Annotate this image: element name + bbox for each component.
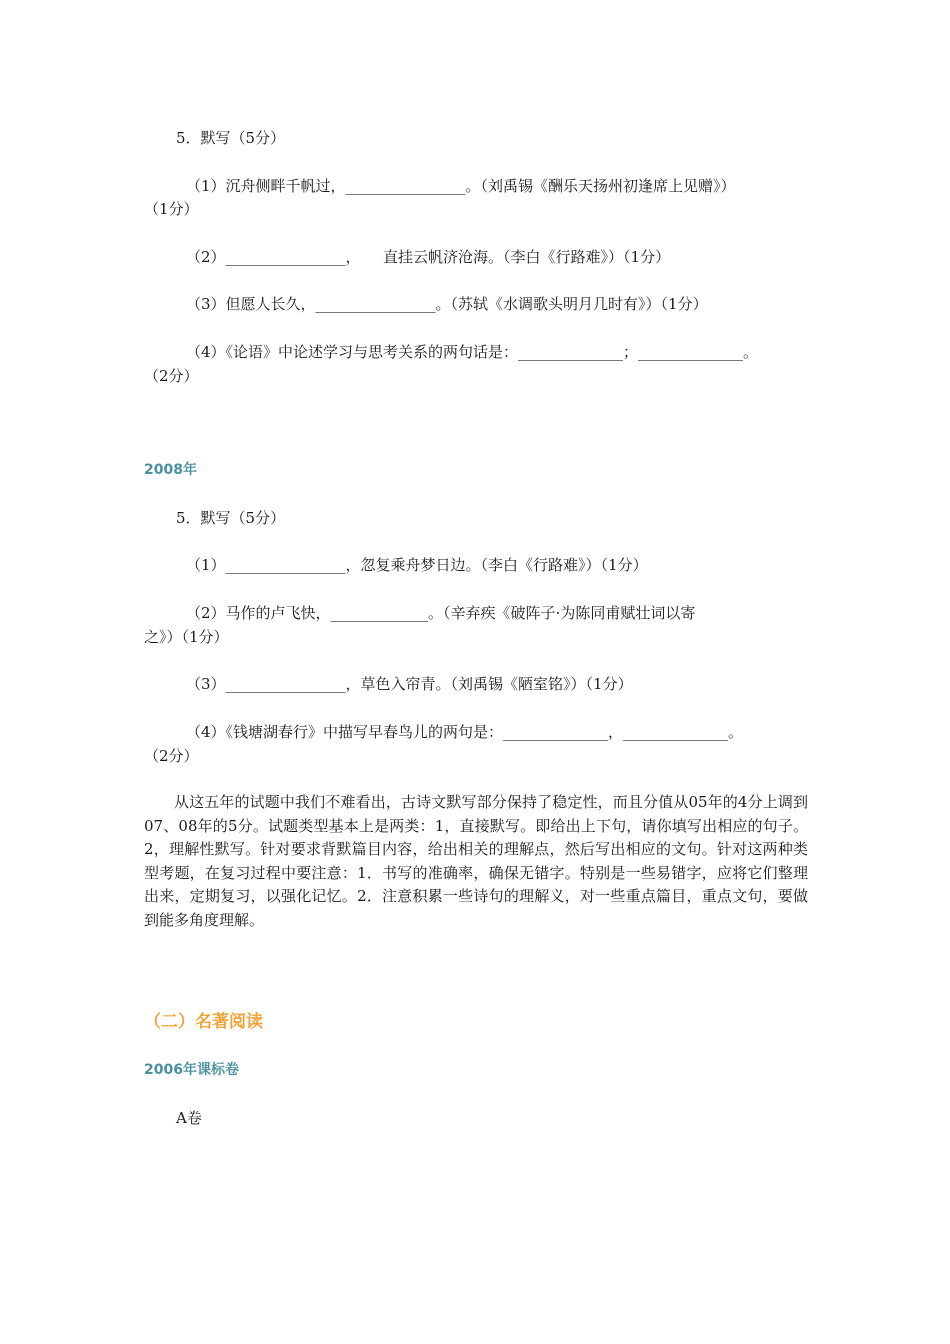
question-1-2008: （1）________________，忽复乘舟梦日边。（李白《行路难》）（1分） xyxy=(186,556,648,574)
question-4-2008-score: （2分） xyxy=(144,747,199,765)
question-4-2007: （4）《论语》中论述学习与思考关系的两句话是：______________；______________。 xyxy=(186,343,759,361)
question-2-2007: （2）________________， 直挂云帆济沧海。（李白《行路难》）（1分） xyxy=(186,248,671,266)
question-title-2008: 5．默写（5分） xyxy=(176,509,286,527)
paper-label: A卷 xyxy=(176,1109,202,1127)
section-heading-reading: （二）名著阅读 xyxy=(144,1012,263,1032)
year-heading-2006: 2006年课标卷 xyxy=(144,1062,239,1078)
year-heading-2008: 2008年 xyxy=(144,462,197,478)
question-2-2008-cont: 之》）（1分） xyxy=(144,628,229,646)
question-3-2008: （3）________________，草色入帘青。（刘禹锡《陋室铭》）（1分） xyxy=(186,675,633,693)
question-1-2007: （1）沉舟侧畔千帆过，________________。（刘禹锡《酬乐天扬州初逢席上见赠》） xyxy=(186,177,736,195)
question-3-2007: （3）但愿人长久，________________。（苏轼《水调歌头明月几时有》）（1分） xyxy=(186,295,708,313)
question-title-2007: 5．默写（5分） xyxy=(176,129,286,147)
question-4-2008: （4）《钱塘湖春行》中描写早春鸟儿的两句是：______________，______________。 xyxy=(186,723,744,741)
analysis-paragraph: 从这五年的试题中我们不难看出，古诗文默写部分保持了稳定性，而且分值从05年的4分上调到07、08年的5分。试题类型基本上是两类：1，直接默写。即给出上下句，请你填写出相应的句子。2，理解性默写。针对要求背默篇目内容，给出相关的理解点，然后写出相应的文句。针对这两种类型考题，在复习过程中要注意：1．书写的准确率，确保无错字。特别是一些易错字，应将它们整理出来，定期复习，以强化记忆。2．注意积累一些诗句的理解义，对一些重点篇目，重点文句，要做到能多角度理解。 xyxy=(144,793,808,929)
question-4-2007-score: （2分） xyxy=(144,367,199,385)
question-1-2007-score: （1分） xyxy=(144,200,199,218)
question-2-2008: （2）马作的卢飞快，_____________。（辛弃疾《破阵子·为陈同甫赋壮词以寄 xyxy=(186,604,696,622)
